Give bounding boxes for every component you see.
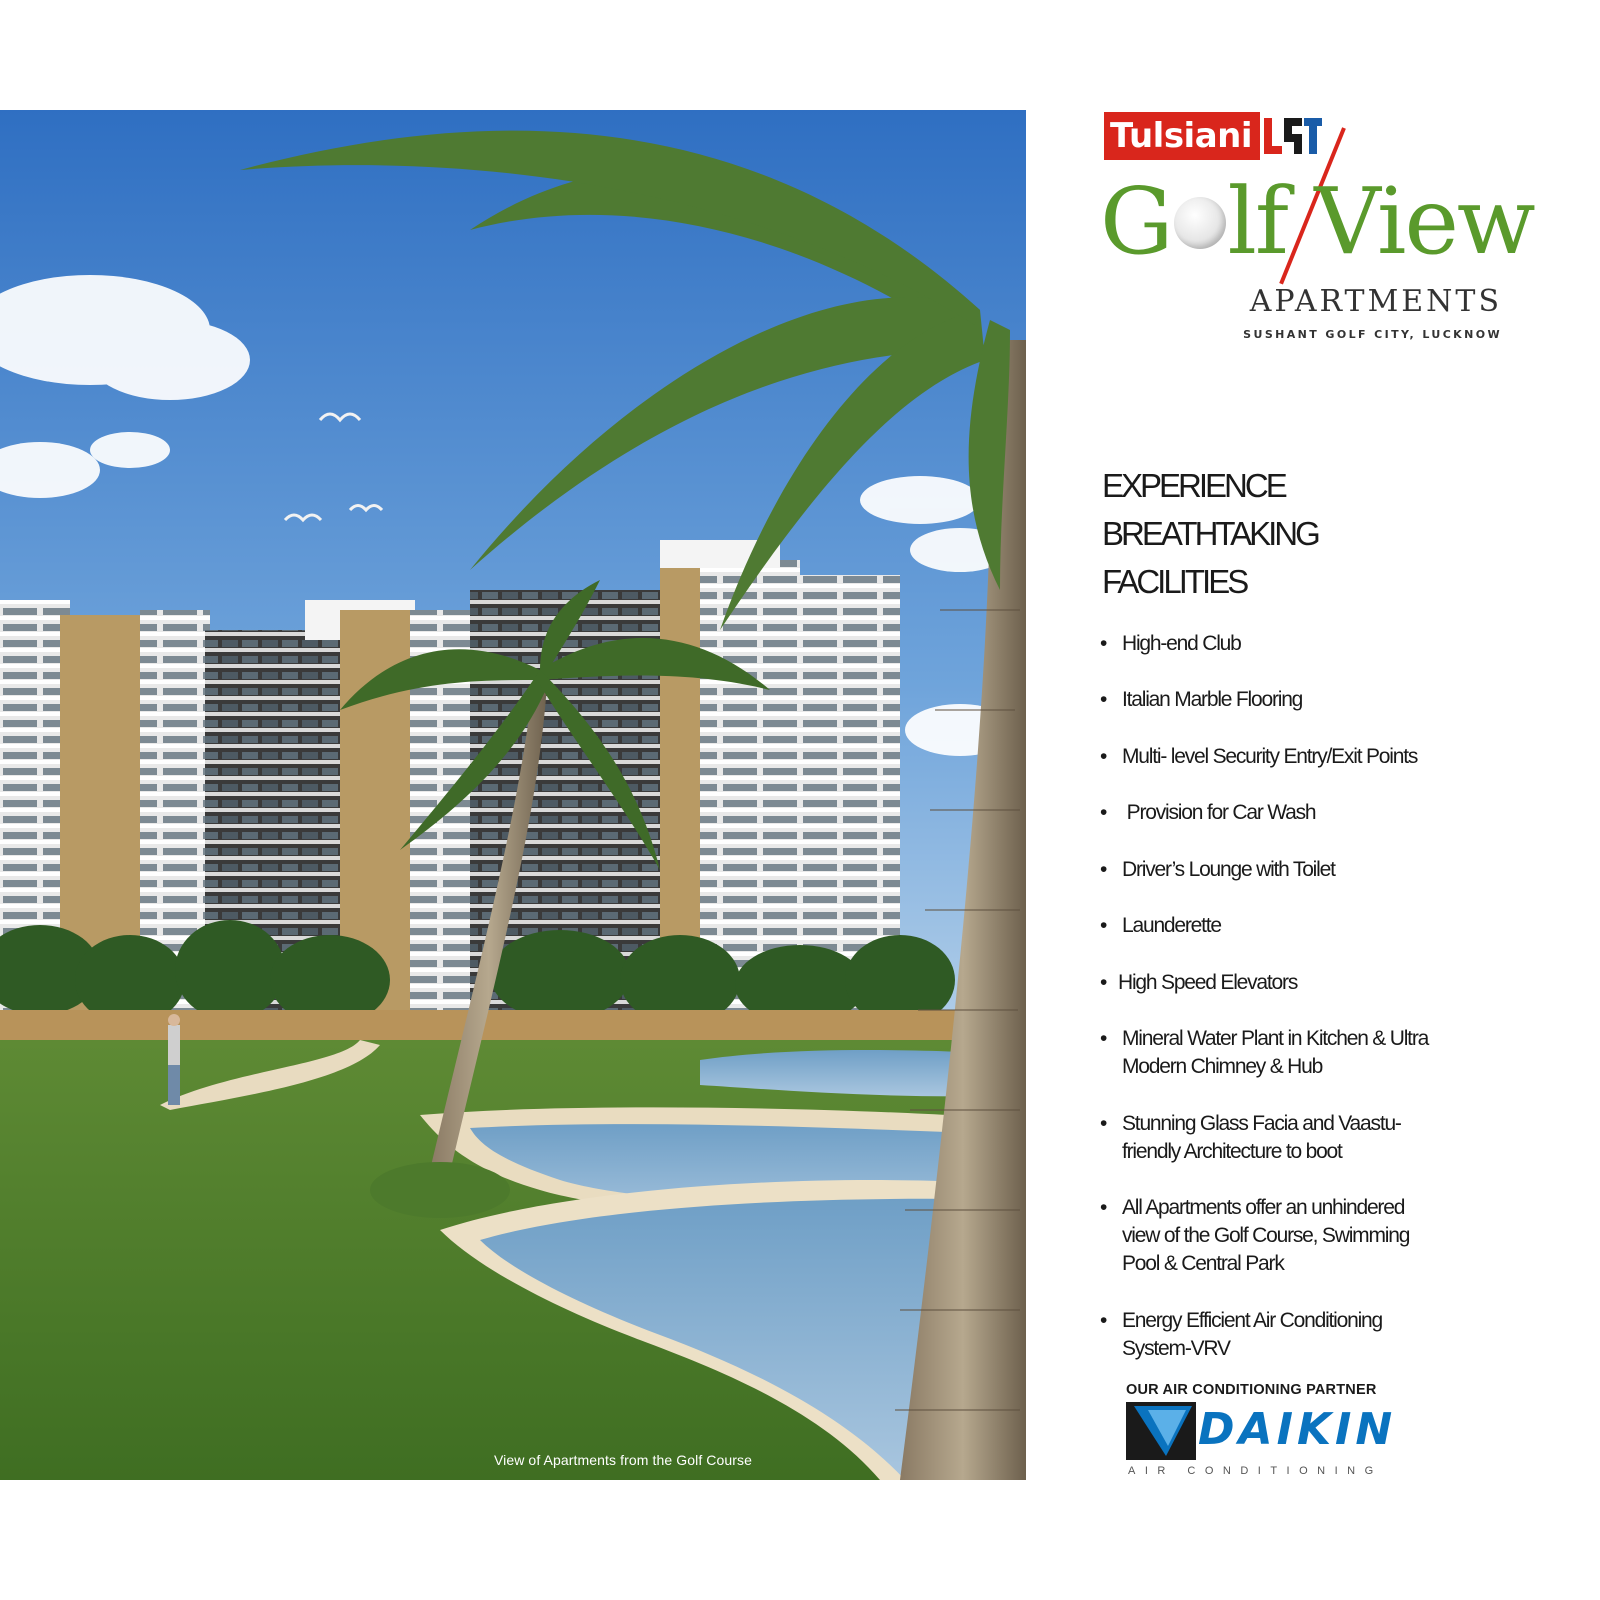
bullet-icon: • — [1100, 1309, 1107, 1332]
bullet-icon: • — [1100, 858, 1107, 881]
facility-item: • Provision for Car Wash — [1100, 799, 1480, 827]
golf-ball-icon — [1174, 197, 1226, 249]
daikin-emblem-icon — [1126, 1402, 1196, 1462]
golf-view-title-rest: lf View — [1227, 168, 1534, 275]
brand-logo-block — [1100, 112, 1534, 352]
facility-item: • Stunning Glass Facia and Vaastu-friendly Architecture to boot — [1100, 1110, 1410, 1166]
facility-item: • High Speed Elevators — [1100, 969, 1480, 997]
facility-item: • Energy Efficient Air Conditioning System-VRV — [1100, 1307, 1420, 1363]
bullet-icon: • — [1100, 1112, 1107, 1135]
bullet-icon: • — [1100, 1027, 1107, 1050]
facility-item: • Driver’s Lounge with Toilet — [1100, 856, 1480, 884]
boundary-wall — [0, 1010, 1026, 1040]
bullet-icon: • — [1100, 745, 1107, 768]
tulsiani-logo — [1104, 112, 1324, 160]
facility-item: • Italian Marble Flooring — [1100, 686, 1480, 714]
tulsiani-wordmark: Tulsiani — [1104, 112, 1260, 160]
facility-item: • Mineral Water Plant in Kitchen & Ultra Modern Chimney & Hub — [1100, 1025, 1450, 1081]
apartments-subtitle: APARTMENTS — [1249, 284, 1502, 319]
bullet-icon: • — [1100, 632, 1107, 655]
facility-item: • Multi- level Security Entry/Exit Points — [1100, 743, 1480, 771]
golfer-figure — [168, 1014, 180, 1105]
daikin-logo — [1126, 1402, 1416, 1462]
facility-item: • High-end Club — [1100, 630, 1480, 658]
daikin-subtitle: AIR CONDITIONING — [1128, 1465, 1383, 1477]
bullet-icon: • — [1100, 801, 1107, 824]
bullet-icon: • — [1100, 1196, 1107, 1219]
partner-label: OUR AIR CONDITIONING PARTNER — [1126, 1382, 1377, 1398]
image-caption-text: View of Apartments from the Golf Course — [493, 1452, 753, 1468]
bullet-icon: • — [1100, 914, 1107, 937]
bullet-icon: • — [1100, 971, 1107, 994]
daikin-wordmark: DAIKIN — [1198, 1404, 1397, 1455]
bullet-icon: • — [1100, 688, 1107, 711]
apartment-render-image — [0, 110, 1026, 1480]
image-caption — [0, 1452, 1026, 1468]
facilities-heading: EXPERIENCE BREATHTAKING FACILITIES — [1102, 467, 1318, 600]
golf-view-title — [1100, 168, 1534, 275]
location-text: SUSHANT GOLF CITY, LUCKNOW — [1243, 328, 1502, 341]
facility-item: • Launderette — [1100, 912, 1480, 940]
facility-item: • All Apartments offer an unhindered view of the Golf Course, Swimming Pool & Central Park — [1100, 1194, 1430, 1278]
golf-view-title-g: G — [1100, 168, 1172, 275]
lst-logo-icon — [1260, 112, 1324, 160]
render-scene — [0, 110, 1026, 1480]
